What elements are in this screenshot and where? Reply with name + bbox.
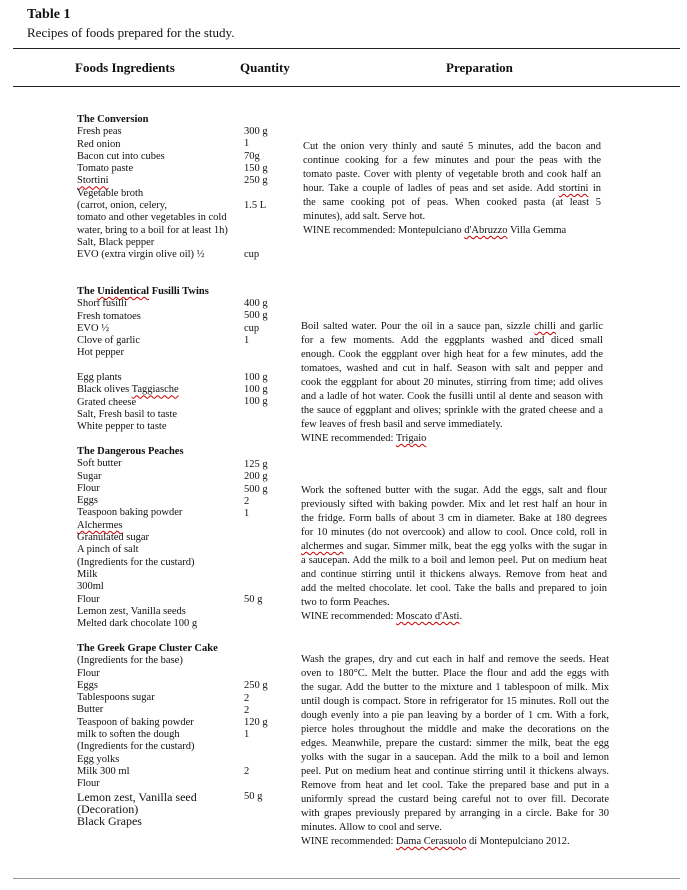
quantity-cell [244,533,268,545]
ingredient-line: Vegetable broth [77,187,144,199]
table-caption-title: Table 1 [27,7,71,22]
quantity-cell: 100 g [244,371,268,383]
ingredient-line: Bacon cut into cubes [77,150,165,162]
quantity-cell: 120 g [244,717,268,729]
ingredient-line: Clove of garlic [77,335,140,347]
quantity-cell: 300 g [244,126,268,137]
ingredients-list-fusilli [77,286,209,434]
preparation-line: tomato paste. Cover with plenty of vegetable broth and cook half an [303,169,601,180]
quantity-cell [244,828,268,840]
preparation-line: Work the softened butter with the sugar. Add the eggs, salt and flour [301,485,607,496]
preparation-line: with grapes previously prepared by arranging in a circle. Bake for 30 [301,808,609,819]
ingredient-line: Short fusilli [77,298,127,310]
quantity-cell: 50 g [244,790,263,802]
ingredient-line: Flour [77,778,100,790]
ingredient-line: water, bring to a boil for at least 1h) [77,224,228,236]
preparation-line: enough. Cook the eggplant over high heat for a few minutes, add the [301,349,603,360]
ingredient-line: Black Grapes [77,814,142,829]
quantity-cell [244,803,268,815]
quantity-cell: 500 g [244,483,268,495]
preparation-line: Remove from heat and let cool. Take the prepared base and put in a [301,780,609,791]
quantity-cell: 400 g [244,298,268,309]
quantity-cell [244,359,268,371]
ingredient-line: Lemon zest, Vanilla seed [77,789,197,804]
header-preparation: Preparation [446,60,513,75]
preparation-fusilli [301,320,603,446]
preparation-line: minutes), add salt. Serve hot. [303,211,426,222]
bottom-rule [13,878,680,879]
ingredient-line: Salt, Black pepper [77,236,155,248]
preparation-line: Wash the grapes, dry and cut each in half and remove the seeds. Heat [301,654,609,665]
preparation-line: dough evenly into a pie pan leaving by a border of 1 cm. With a fork, [301,710,609,721]
header-rule [13,86,680,87]
ingredients-list-grape-cake [77,643,218,827]
preparation-line: edges. Meanwhile, prepare the custard: simmer the milk, beat the egg [301,738,609,749]
preparation-line: minutes. Allow to cool and serve. [301,822,442,833]
quantity-cell [244,421,268,433]
recipe-title: The Conversion [77,114,149,125]
preparation-line: hour. Take a couple of ladles of peas and set aside. Add stortini in [303,183,601,194]
ingredient-line: 300ml [77,581,104,593]
quantity-cell: 125 g [244,459,268,470]
ingredient-line: Grated cheese [77,396,137,408]
wine-recommendation: WINE recommended: Dama Cerasuolo di Montepulciano 2012. [301,836,570,847]
ingredient-line: Egg yolks [77,753,120,765]
ingredient-line: Stortini [77,175,109,187]
preparation-line: the sauce of eggplant and olives; sprinkle with the grated cheese and a [301,405,603,416]
quantity-cell: 1 [244,508,250,520]
recipe-title: The Greek Grape Cluster Cake [77,643,218,654]
ingredient-line: Melted dark chocolate 100 g [77,618,198,630]
ingredient-line: Alchermes [77,519,123,531]
ingredient-line: Fresh peas [77,126,122,138]
quantity-cell: 70g [244,150,260,162]
ingredient-line: (Ingredients for the custard) [77,741,195,753]
wine-recommendation: WINE recommended: Montepulciano d'Abruzzo Villa Gemma [303,225,567,236]
quantity-cell [244,212,268,224]
ingredient-line: Butter [77,704,104,716]
preparation-line: previously sifted with baking powder. Mix and let rest half an hour in [301,499,607,510]
quantity-cell: 2 [244,704,250,716]
preparation-line: a saucepan. Add the milk to a boil and lemon peel. Put on medium heat [301,555,607,566]
recipe-title: The Unidentical Fusilli Twins [77,286,209,297]
quantities-list-peaches [244,459,268,631]
quantity-cell: 2 [244,766,250,778]
preparation-line: few leaves of fresh basil and serve immediately. [301,419,503,430]
ingredient-line: Milk [77,568,98,580]
preparation-line: oven to 180°C. Melt the butter. Place the flour and add the eggs with [301,668,609,679]
quantity-cell: cup [244,322,260,334]
quantity-cell [244,816,268,828]
preparation-line: and continue stirring until it thickens always. Remove from heat and [301,569,607,580]
quantity-cell: 1 [244,334,250,346]
quantity-cell: 2 [244,495,250,507]
preparation-line: for 10 minutes (do not overcook) and allow to cool. Once cold, roll in [301,527,607,538]
quantity-cell: 100 g [244,396,268,408]
preparation-line: continue cooking for a few minutes and pour the peas with the [303,155,601,166]
preparation-grape-cake [301,653,609,849]
ingredient-line [77,360,209,372]
ingredient-line: (Decoration) [77,801,139,816]
ingredient-line: Tomato paste [77,163,134,175]
ingredient-line: (carrot, onion, celery, [77,200,167,212]
wine-recommendation: WINE recommended: Moscato d'Asti. [301,611,463,622]
quantity-cell: 250 g [244,680,268,692]
quantity-cell [244,557,268,569]
quantity-cell [244,607,268,619]
ingredient-line: Lemon zest, Vanilla seeds [77,605,186,617]
quantity-cell: 250 g [244,175,268,187]
quantity-cell [244,237,268,249]
ingredient-line: EVO (extra virgin olive oil) ½ [77,249,205,261]
ingredients-list-conversion [77,114,228,262]
top-rule [13,48,680,49]
ingredient-line: A pinch of salt [77,544,139,556]
ingredient-line: Granulated sugar [77,532,150,544]
quantity-cell [244,754,268,766]
preparation-line: tomatoes, washed and cut in half. Season with salt and pepper and [301,363,603,374]
quantity-cell: 100 g [244,384,268,396]
preparation-line: add the melted chocolate. let cool. Take the balls and prepared to join [301,583,607,594]
ingredient-line: Tablespoons sugar [77,692,155,704]
header-quantity: Quantity [240,60,290,75]
preparation-line: the sugar. Add the butter to the mixture and 1 tablespoon of milk. Mix [301,682,609,693]
quantity-cell [244,582,268,594]
preparation-line: and a ladle of hot water. Cook the fusilli until al dente and season with [301,391,603,402]
quantity-cell [244,545,268,557]
recipe-title: The Dangerous Peaches [77,446,184,457]
preparation-line: two to form Peaches. [301,597,390,608]
ingredient-line: (Ingredients for the custard) [77,556,195,568]
ingredient-line: Flour [77,667,100,679]
quantity-cell [244,668,268,680]
preparation-line: Cut the onion very thinly and sauté 5 minutes, add the bacon and [303,141,601,152]
ingredient-line: EVO ½ [77,322,110,334]
preparation-peaches [301,484,607,624]
quantity-cell [244,409,268,421]
quantities-list-fusilli [244,298,268,433]
ingredient-line: Red onion [77,138,121,150]
preparation-line: Boil salted water. Pour the oil in a sauce pan, sizzle chilli and garlic [301,321,604,332]
quantity-cell: 150 g [244,162,268,174]
ingredient-line: White pepper to taste [77,421,167,433]
ingredient-line: Egg plants [77,372,122,384]
ingredient-line: Salt, Fresh basil to taste [77,408,178,420]
ingredient-line: Sugar [77,470,102,482]
ingredient-line: Soft butter [77,458,122,470]
quantity-cell [244,520,268,532]
quantity-cell: 50 g [244,594,263,606]
quantity-cell [244,742,268,754]
ingredients-list-peaches [77,446,197,630]
ingredient-line: Flour [77,593,100,605]
preparation-line: cook the eggplant for about 20 minutes, stirring from time; add olives [301,377,603,388]
preparation-line: for a few moments. Add the eggplants washed and diced small [301,335,603,346]
quantity-cell [244,570,268,582]
quantity-cell: cup [244,248,260,260]
quantity-cell [244,187,268,199]
ingredient-line: (Ingredients for the base) [77,655,183,667]
ingredient-line: Fresh tomatoes [77,310,141,322]
ingredient-line: Black olives Taggiasche [77,384,179,396]
preparation-line: the fridge. Form balls of about 3 cm in diameter. Bake at 180 degrees [301,513,607,524]
quantity-cell: 1.5 L [244,199,267,211]
preparation-conversion [303,140,601,238]
quantities-list-conversion [244,126,268,261]
quantities-list-grape-cake [244,668,268,840]
preparation-line: until dough is compact. Store in refrigerator for 15 minutes. Roll out the [301,696,609,707]
preparation-line: yolks with the sugar in a saucepan. Add the milk to a boil and lemon [301,752,609,763]
quantity-cell: 200 g [244,471,268,483]
quantity-cell [244,779,268,791]
preparation-line: peel. Put on medium heat and continue stirring until it thickens always. [301,766,609,777]
ingredient-line: Eggs [77,679,98,691]
quantity-cell [244,619,268,631]
ingredient-line: Hot pepper [77,347,124,359]
preparation-line: pierce holes throughout the middle and make the decorations on the [301,724,609,735]
quantity-cell: 2 [244,692,250,704]
ingredient-line: tomato and other vegetables in cold [77,212,227,224]
header-foods-ingredients: Foods Ingredients [75,60,175,75]
ingredient-line: Teaspoon baking powder [77,507,183,519]
ingredient-line: Eggs [77,495,98,507]
quantity-cell [244,224,268,236]
quantity-cell: 1 [244,729,250,741]
preparation-line: the same cooking pot of peas. When cooked pasta (at least 5 [303,197,601,208]
ingredient-line: Flour [77,482,100,494]
preparation-line: uniformly spread the custard being careful not to over fill. Decorate [301,794,609,805]
table-caption-subtitle: Recipes of foods prepared for the study. [27,25,235,40]
ingredient-line: Teaspoon of baking powder [77,716,194,728]
ingredient-line: Milk 300 ml [77,765,130,777]
preparation-line: alchermes and sugar. Simmer milk, beat the egg yolks with the sugar in [301,541,607,552]
quantity-cell [244,347,268,359]
wine-recommendation: WINE recommended: Trigaio [301,433,427,444]
quantity-cell: 1 [244,138,250,150]
quantity-cell: 500 g [244,310,268,322]
ingredient-line: milk to soften the dough [77,729,180,741]
